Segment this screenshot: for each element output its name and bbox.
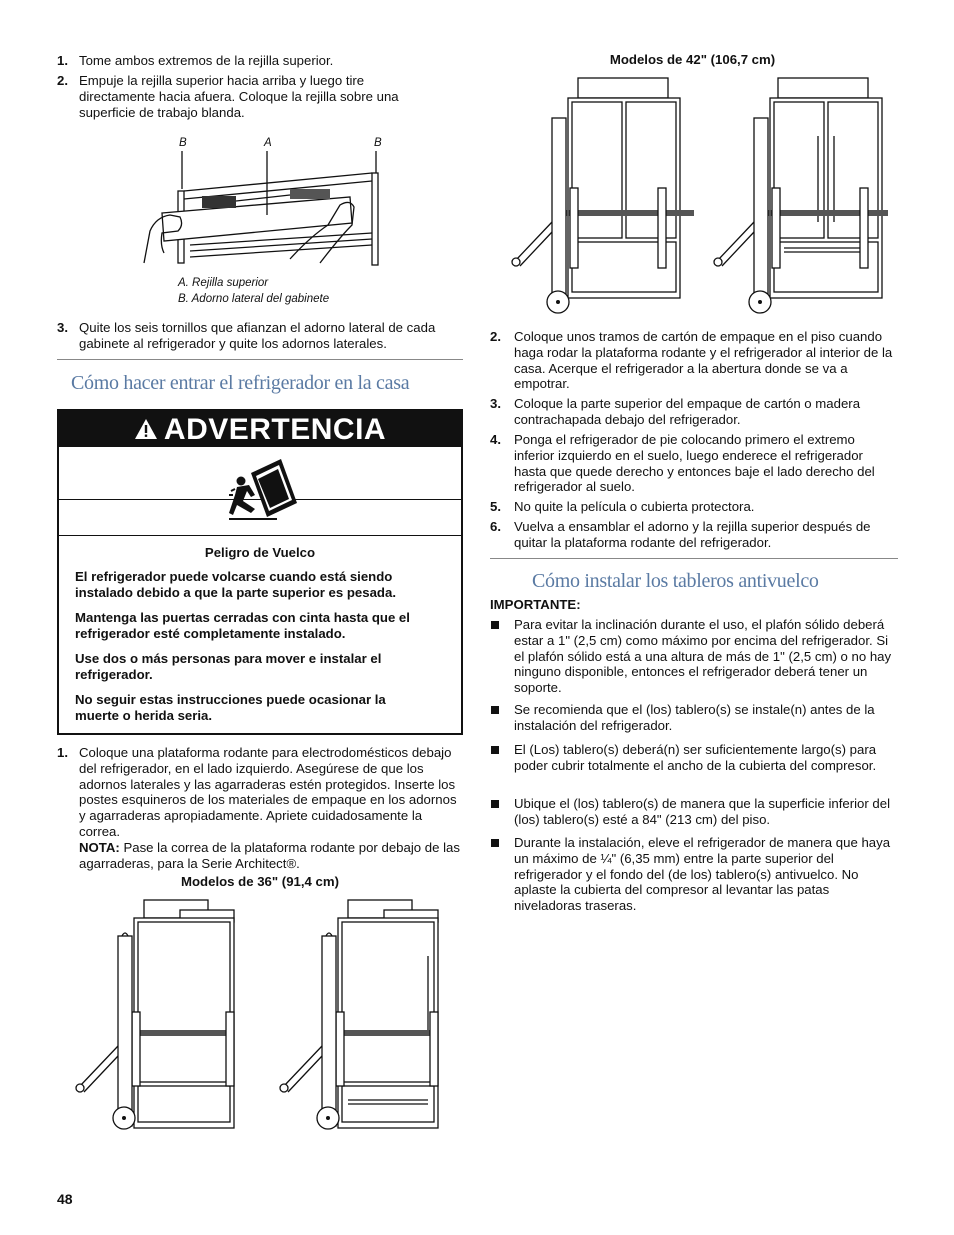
bullet-text: El (Los) tablero(s) deberá(n) ser suficientemente largo(s) para poder cubrir totalmente el ancho de la cubierta del compresor. <box>514 742 877 773</box>
warning-box <box>57 409 463 735</box>
step-number: 2. <box>57 73 68 88</box>
step-text: Quite los seis tornillos que afianzan el adorno lateral de cada gabinete al refrigerador y quite los adornos laterales. <box>79 320 436 351</box>
bullet-icon <box>491 706 499 714</box>
figure-label-b: B <box>179 137 187 149</box>
warning-triangle-icon <box>134 412 158 450</box>
step-text: Empuje la rejilla superior hacia arriba y luego tire directamente hacia afuera. Coloque la rejilla sobre una superficie de trabajo blanda. <box>79 73 399 120</box>
step-number: 1. <box>57 745 68 760</box>
section-divider <box>490 558 898 559</box>
figure-label-b: B <box>374 137 382 149</box>
models-42-title: Modelos de 42" (106,7 cm) <box>609 52 776 67</box>
models-36-illustrations <box>72 896 452 1141</box>
warning-paragraph: No seguir estas instrucciones puede ocasionar la muerte o herida seria. <box>75 692 386 723</box>
note-label: NOTA: <box>79 839 120 855</box>
bullet-icon <box>491 800 499 808</box>
section-heading: Cómo hacer entrar el refrigerador en la casa <box>71 372 410 394</box>
bullet-text: Se recomienda que el (los) tablero(s) se instale(n) antes de la instalación del refrigerador. <box>514 702 875 733</box>
step-number: 3. <box>490 396 501 411</box>
grille-removal-figure <box>140 133 390 273</box>
step-text: Coloque unos tramos de cartón de empaque en el piso cuando haga rodar la plataforma rodante y el refrigerador al interior de la casa. Acerque el refrigerador a la abertura donde se va a empotrar. <box>514 329 893 392</box>
figure-caption: B. Adorno lateral del gabinete <box>178 293 330 305</box>
bullet-text: Para evitar la inclinación durante el uso, el plafón sólido deberá estar a 1" (2,5 cm) como máximo por encima del refrigerador. Si el plafón sólido está a una altura de más de 1" (2,5 cm) o no hay ninguno disponible, entonces el refrigerador deberá tener un soporte. <box>514 617 892 696</box>
step-number: 2. <box>490 329 501 344</box>
step-number: 3. <box>57 320 68 335</box>
step-text: Ponga el refrigerador de pie colocando primero el extremo inferior izquierdo en el suelo, luego enderece el refrigerador hasta que quede derecho y entonces baje el lado derecho del refrigerador al suelo. <box>514 432 875 495</box>
step-number: 1. <box>57 53 68 68</box>
tip-over-hazard-icon <box>229 455 299 529</box>
models-42-illustrations <box>508 72 888 317</box>
warning-subtitle: Peligro de Vuelco <box>204 545 316 560</box>
page-number: 48 <box>57 1191 73 1207</box>
warning-paragraph: Use dos o más personas para mover e instalar el refrigerador. <box>75 651 382 682</box>
warning-paragraph: El refrigerador puede volcarse cuando está siendo instalado debido a que la parte superior es pesada. <box>75 569 396 600</box>
step-text: No quite la película o cubierta protectora. <box>514 499 755 514</box>
bullet-icon <box>491 839 499 847</box>
bullet-icon <box>491 746 499 754</box>
note-text: Pase la correa de la plataforma rodante por debajo de las agarraderas, para la Serie Architect®. <box>79 839 460 871</box>
section-divider <box>57 359 463 360</box>
refrigerator-dolly-illustration <box>508 72 888 317</box>
warning-title: ADVERTENCIA <box>163 413 387 446</box>
warning-header <box>59 411 461 447</box>
step-text <box>79 745 463 871</box>
step-text: Coloque la parte superior del empaque de cartón o madera contrachapada debajo del refrigerador. <box>514 396 861 427</box>
bullet-text: Ubique el (los) tablero(s) de manera que la superficie inferior del (los) tablero(s) esté a 84" (213 cm) del piso. <box>514 796 891 827</box>
warning-paragraph: Mantenga las puertas cerradas con cinta hasta que el refrigerador esté completamente instalado. <box>75 610 410 641</box>
step-text: Tome ambos extremos de la rejilla superior. <box>79 53 334 68</box>
models-36-title: Modelos de 36" (91,4 cm) <box>181 874 339 889</box>
step-number: 4. <box>490 432 501 447</box>
refrigerator-dolly-illustration <box>72 896 452 1141</box>
step-body: Coloque una plataforma rodante para electrodomésticos debajo del refrigerador, en el lado izquierdo. Asegúrese de que los adornos laterales y las agarraderas estén protegidos. Inserte los postes esquineros de los materiales de empaque en los adornos y agarraderas apropiadamente. Apriete cuidadosamente la correa. <box>79 745 457 839</box>
section-heading: Cómo instalar los tableros antivuelco <box>532 570 819 592</box>
step-text: Vuelva a ensamblar el adorno y la rejilla superior después de quitar la plataforma rodante del refrigerador. <box>514 519 871 550</box>
step-number: 6. <box>490 519 501 534</box>
figure-caption: A. Rejilla superior <box>178 277 269 289</box>
warning-text <box>75 569 447 724</box>
grille-removal-illustration <box>140 133 390 273</box>
figure-label-a: A <box>264 137 272 149</box>
bullet-text: Durante la instalación, eleve el refrigerador de manera que haya un máximo de ¼" (6,35 mm) entre la parte superior del refrigerador y el fondo del (de los) tablero(s) antivuelco. No aplaste la cubierta del compresor al levantar las patas niveladoras traseras. <box>514 835 891 914</box>
step-number: 5. <box>490 499 501 514</box>
bullet-icon <box>491 621 499 629</box>
important-label: IMPORTANTE: <box>490 597 581 612</box>
